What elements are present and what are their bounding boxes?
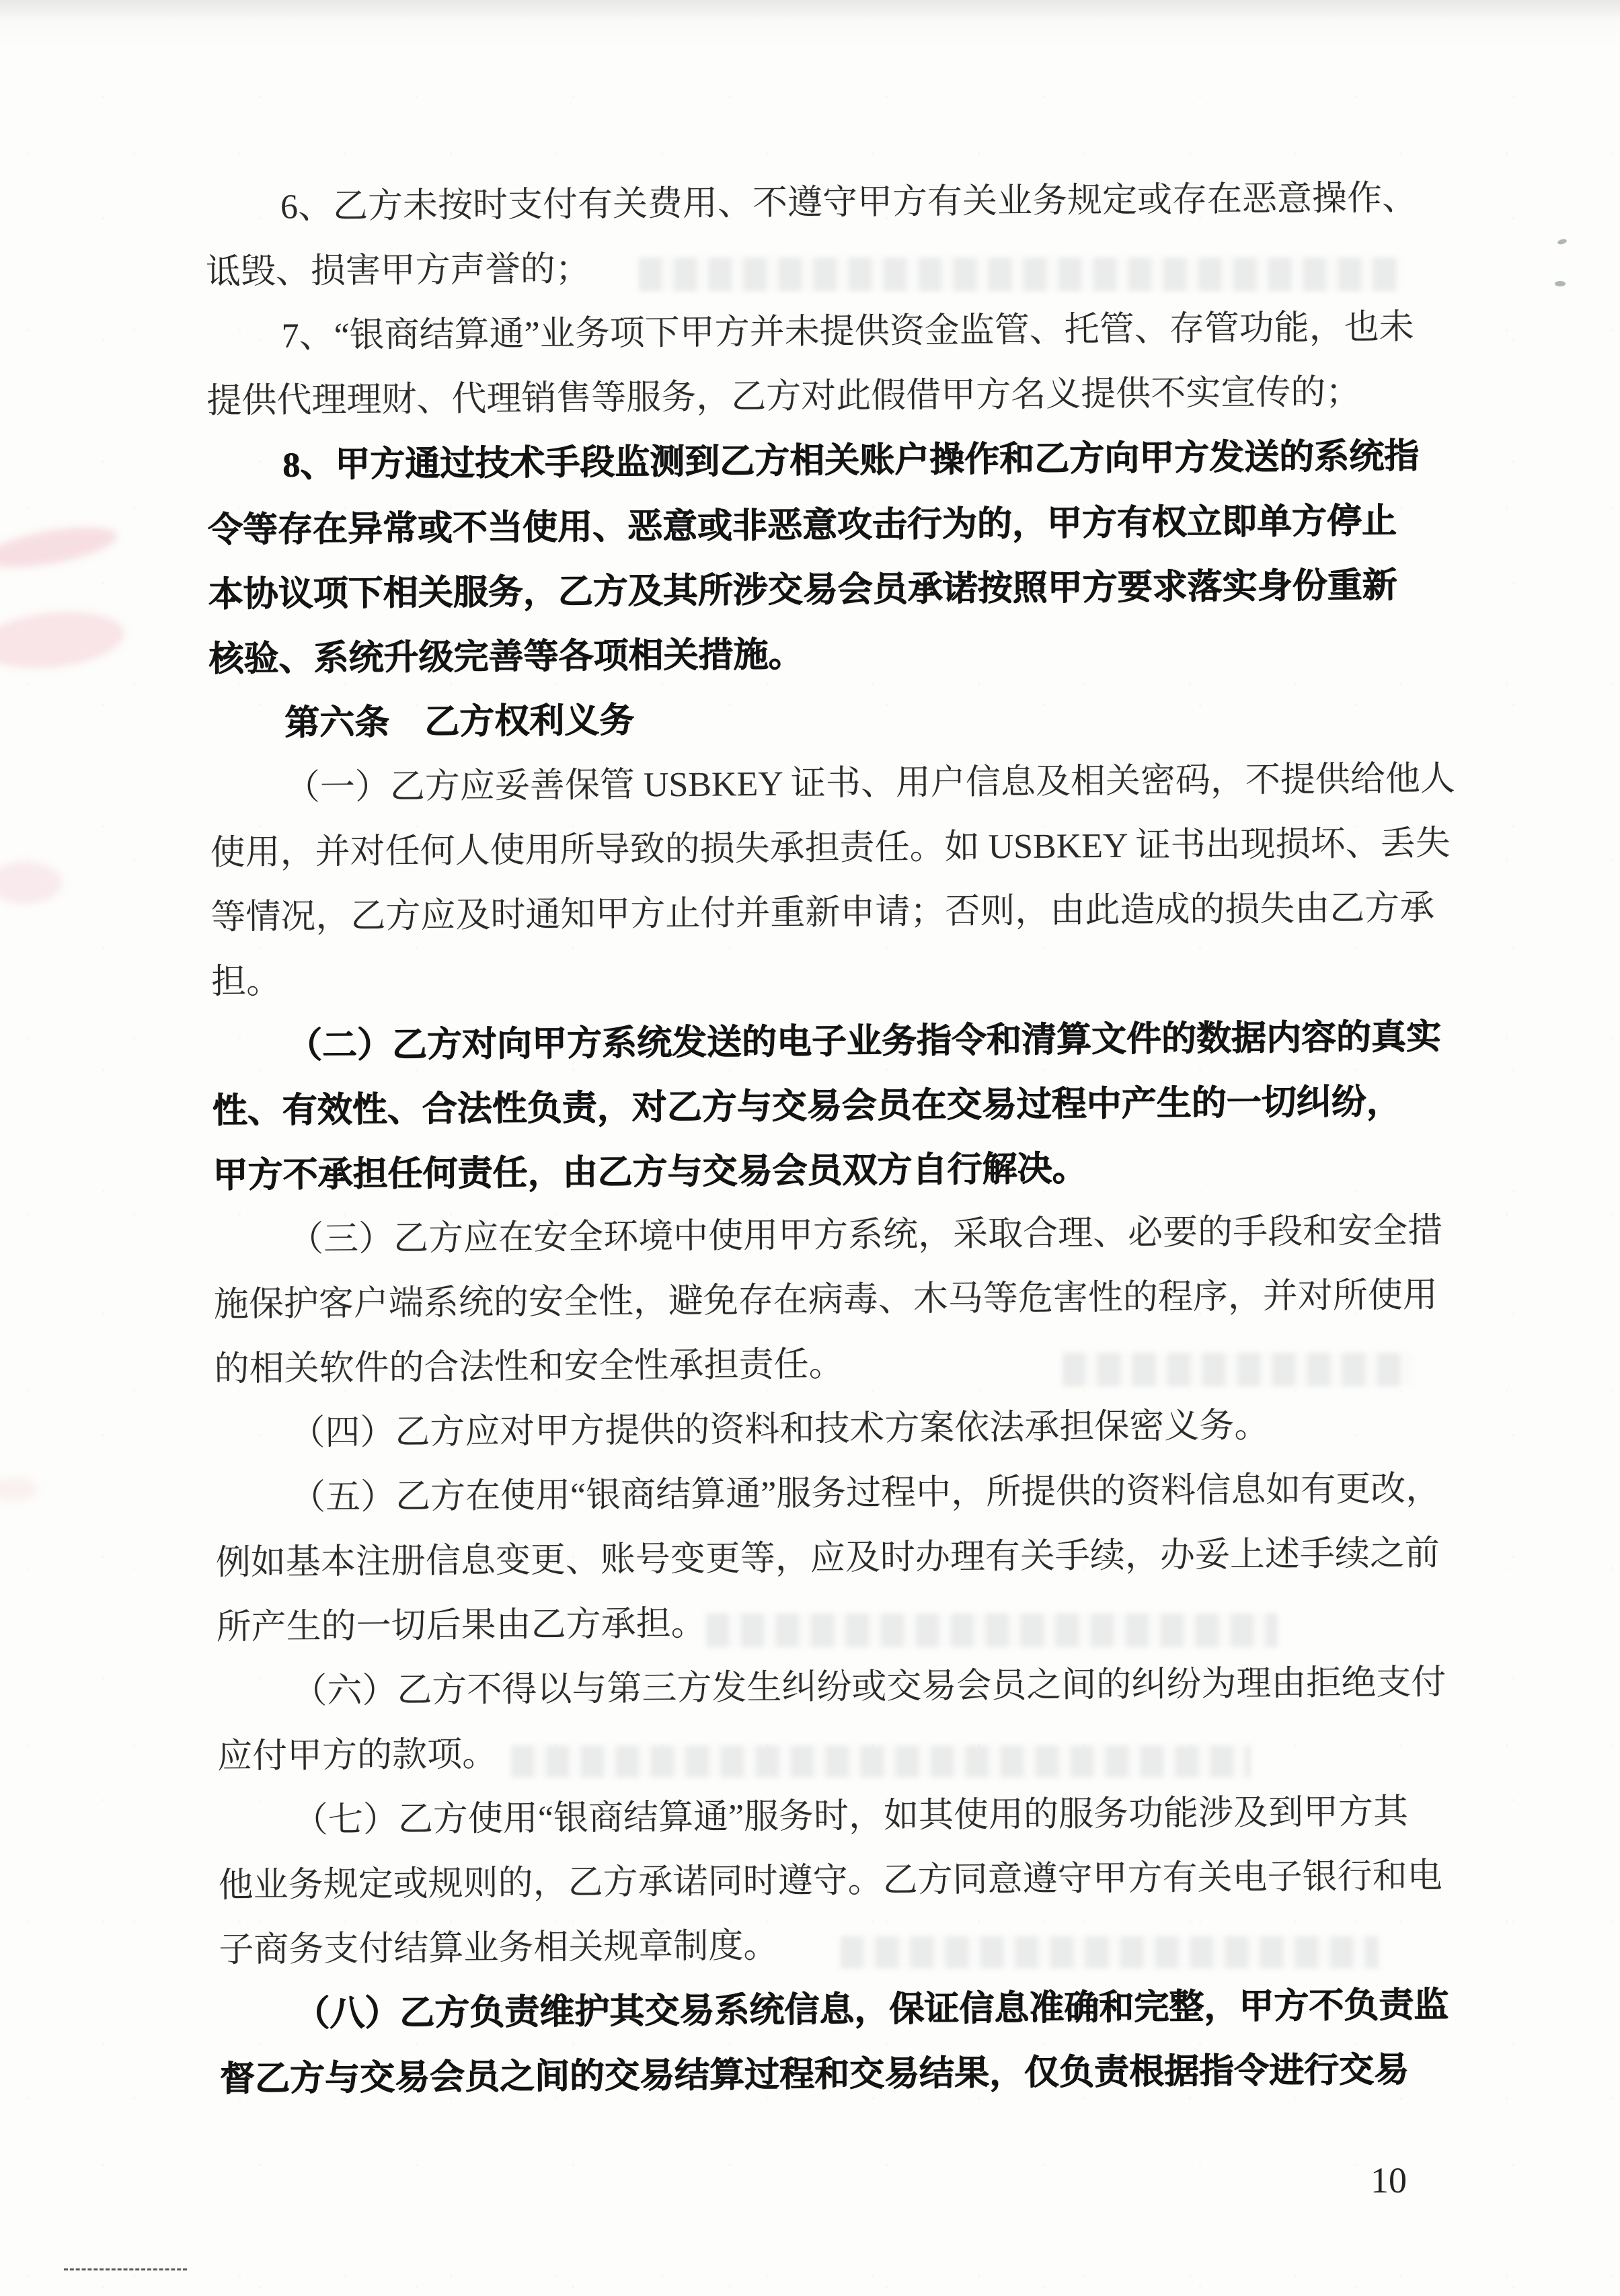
text-line: 甲方不承担任何责任，由乙方与交易会员双方自行解决。 [213,1150,1087,1195]
paragraph-item-2 [211,1005,1442,1208]
paragraph-item-8 [219,1973,1449,2112]
text-line: 例如基本注册信息变更、账号变更等，应及时办理有关手续，办妥上述手续之前 [215,1534,1440,1583]
scan-artifact-speck [1557,238,1567,245]
paragraph-clause-7 [206,295,1420,434]
paragraph-item-3 [213,1199,1443,1402]
text-line: 应付甲方的款项。 [217,1735,498,1776]
text-line: 使用，并对任何人使用所导致的损失承担责任。如 USBKEY 证书出现损坏、丢失 [210,824,1451,873]
text-line: （八）乙方负责维护其交易系统信息，保证信息准确和完整，甲方不负责监 [294,1986,1449,2034]
paragraph-clause-6 [205,166,1420,305]
text-line: （四）乙方应对甲方提供的资料和技术方案依法承担保密义务。 [290,1407,1270,1453]
scan-artifact-pink-smudge [0,606,127,674]
text-line: 6、乙方未按时支付有关费用、不遵守甲方有关业务规定或存在恶意操作、 [280,179,1418,227]
paragraph-item-4 [215,1392,1429,1466]
text-line: 的相关软件的合法性和安全性承担责任。 [214,1345,844,1389]
text-line: 担。 [210,962,282,1002]
text-line: 令等存在异常或不当使用、恶意或非恶意攻击行为的，甲方有权立即单方停止 [207,502,1397,550]
contract-text-block [205,166,1456,2112]
text-line: （六）乙方不得以与第三方发生纠纷或交易会员之间的纠纷为理由拒绝支付 [292,1663,1447,1711]
paragraph-item-7 [218,1780,1442,1983]
text-line: 所产生的一切后果由乙方承担。 [216,1604,706,1647]
paragraph-article-6-heading [209,682,1424,756]
text-line: 他业务规定或规则的，乙方承诺同时遵守。乙方同意遵守甲方有关电子银行和电 [218,1857,1442,1905]
text-line: 子商务支付结算业务相关规章制度。 [219,1926,779,1970]
text-line: （五）乙方在使用“银商结算通”服务过程中，所提供的资料信息如有更改， [290,1470,1441,1517]
scan-edge-shadow [0,0,1620,47]
paragraph-item-6 [217,1651,1447,1789]
scan-artifact-pink-smudge [0,1478,37,1501]
text-line: （七）乙方使用“银商结算通”服务时，如其使用的服务功能涉及到甲方其 [293,1792,1409,1840]
text-line: 第六条 乙方权利义务 [284,701,635,743]
scan-artifact-pink-smudge [0,862,62,904]
text-line: 7、“银商结算通”业务项下甲方并未提供资金监管、托管、存管功能，也未 [281,308,1414,356]
text-line: 核验、系统升级完善等各项相关措施。 [208,635,804,679]
text-line: 诋毁、损害甲方声誉的； [205,249,591,292]
text-line: 等情况，乙方应及时通知甲方止付并重新申请；否则，由此造成的损失由乙方承 [210,889,1435,937]
text-line: （三）乙方应在安全环境中使用甲方系统，采取合理、必要的手段和安全措 [288,1212,1443,1259]
text-line: 提供代理理财、代理销售等服务，乙方对此假借甲方名义提供不实宣传的； [206,372,1361,421]
scan-artifact-dashed-line [64,2268,187,2270]
scan-artifact-pink-smudge [0,520,120,575]
text-line: 施保护客户端系统的安全性，避免存在病毒、木马等危害性的程序，并对所使用 [213,1276,1438,1324]
paragraph-item-5 [215,1457,1441,1660]
text-line: 8、甲方通过技术手段监测到乙方相关账户操作和乙方向甲方发送的系统指 [282,437,1420,485]
scan-artifact-speck [1555,281,1566,286]
paragraph-item-1 [209,747,1456,1015]
text-line: 督乙方与交易会员之间的交易结算过程和交易结果，仅负责根据指令进行交易 [219,2051,1410,2099]
page-number: 10 [1371,2160,1407,2201]
text-line: （一）乙方应妥善保管 USBKEY 证书、用户信息及相关密码，不提供给他人 [284,759,1456,807]
text-line: 性、有效性、合法性负责，对乙方与交易会员在交易过程中产生的一切纠纷， [212,1082,1401,1131]
text-line: 本协议项下相关服务，乙方及其所涉交易会员承诺按照甲方要求落实身份重新 [208,566,1397,615]
paragraph-clause-8 [207,424,1423,692]
text-line: （二）乙方对向甲方系统发送的电子业务指令和清算文件的数据内容的真实 [286,1018,1442,1066]
